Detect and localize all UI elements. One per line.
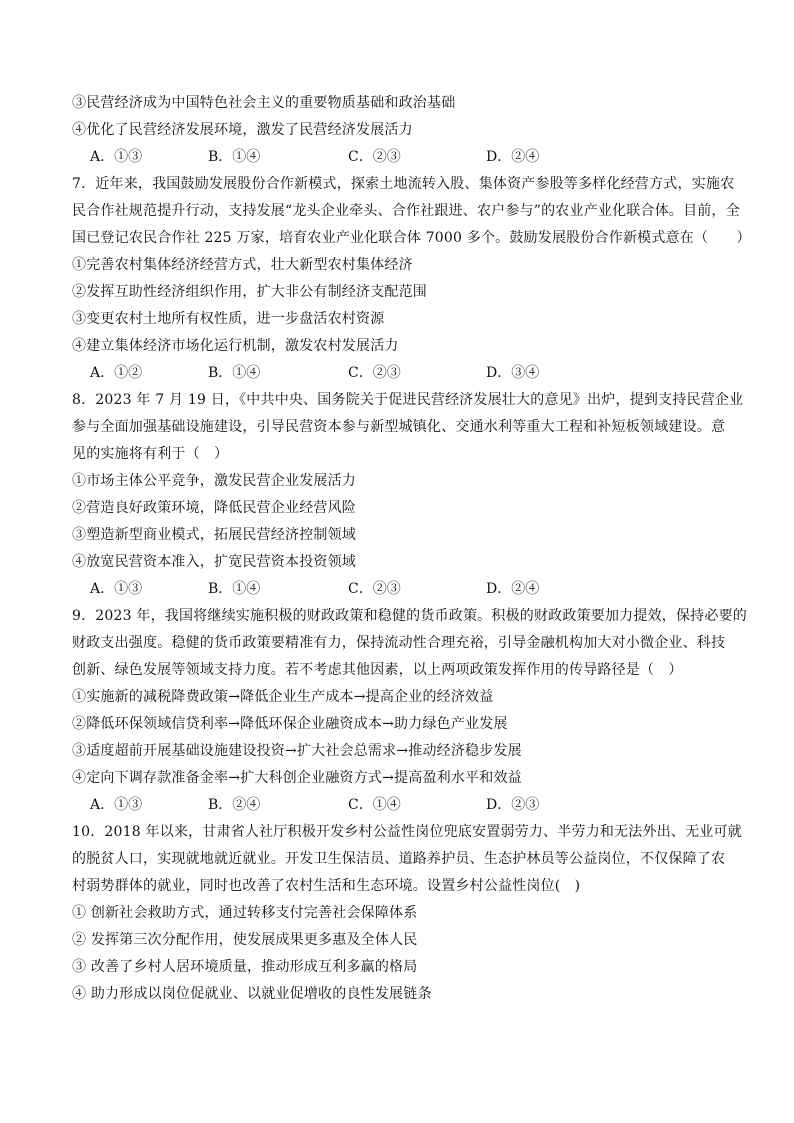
option-d: D．②④ [486, 149, 540, 165]
q8-options-row [90, 580, 690, 598]
q9-statement-4: ④定向下调存款准备金率→扩大科创企业融资方式→提高盈利水平和效益 [72, 770, 522, 786]
q7-statement-2: ②发挥互助性经济组织作用，扩大非公有制经济支配范围 [72, 284, 427, 300]
q7-statement-1: ①完善农村集体经济经营方式，壮大新型农村集体经济 [72, 257, 413, 273]
statement-4: ④优化了民营经济发展环境，激发了民营经济发展活力 [72, 122, 413, 138]
q7-stem-line-1: 7．近年来，我国鼓励发展股份合作新模式，探索土地流转入股、集体资产参股等多样化经营方式，实施农 [72, 176, 735, 192]
q9-stem-line-3: 创新、绿色发展等领域支持力度。若不考虑其他因素，以上两项政策发挥作用的传导路径是（ ） [72, 662, 683, 678]
q7-stem-line-3: 国已登记农民合作社 225 万家，培育农业产业化联合体 7000 多个。鼓励发展股份合作新模式意在（ ） [72, 230, 751, 246]
statement-3: ③民营经济成为中国特色社会主义的重要物质基础和政治基础 [72, 95, 456, 111]
q9-stem-line-1: 9．2023 年，我国将继续实施积极的财政政策和稳健的货币政策。积极的财政政策要加力提效，保持必要的 [72, 608, 747, 624]
q8-stem-line-3: 见的实施将有利于（ ） [72, 446, 229, 462]
q8-option-b: B．①④ [208, 581, 261, 597]
q7-options-row [90, 364, 690, 382]
q8-statement-4: ④放宽民营资本准入，扩宽民营资本投资领域 [72, 554, 356, 570]
q7-option-a: A．①② [90, 365, 143, 381]
q10-statement-1: ① 创新社会救助方式，通过转移支付完善社会保障体系 [72, 905, 418, 921]
q10-statement-2: ② 发挥第三次分配作用，使发展成果更多惠及全体人民 [72, 932, 418, 948]
q9-statement-3: ③适度超前开展基础设施建设投资→扩大社会总需求→推动经济稳步发展 [72, 743, 522, 759]
q8-statement-1: ①市场主体公平竞争，激发民营企业发展活力 [72, 473, 356, 489]
option-b: B．①④ [208, 149, 261, 165]
q9-stem-line-2: 财政支出强度。稳健的货币政策要精准有力，保持流动性合理充裕，引导金融机构加大对小微企业、科技 [72, 635, 726, 651]
q10-stem-line-3: 村弱势群体的就业，同时也改善了农村生活和生态环境。设置乡村公益性岗位( ) [72, 878, 581, 894]
q8-option-d: D．②④ [486, 581, 540, 597]
option-c: C．②③ [348, 149, 401, 165]
q9-option-a: A．①③ [90, 797, 143, 813]
q8-stem-line-1: 8．2023 年 7 月 19 日，《中共中央、国务院关于促进民营经济发展壮大的意见》出炉，提到支持民营企业 [72, 392, 744, 408]
q8-statement-2: ②营造良好政策环境，降低民营企业经营风险 [72, 500, 356, 516]
q8-option-c: C．②③ [348, 581, 401, 597]
q10-stem-line-1: 10．2018 年以来，甘肃省人社厅积极开发乡村公益性岗位兜底安置弱劳力、半劳力和无法外出、无业可就 [72, 824, 742, 840]
q9-option-d: D．②③ [486, 797, 540, 813]
q10-stem-line-2: 的脱贫人口，实现就地就近就业。开发卫生保洁员、道路养护员、生态护林员等公益岗位，不仅保障了农 [72, 851, 726, 867]
q7-statement-4: ④建立集体经济市场化运行机制，激发农村发展活力 [72, 338, 399, 354]
q10-statement-3: ③ 改善了乡村人居环境质量，推动形成互利多赢的格局 [72, 959, 418, 975]
q10-statement-4: ④ 助力形成以岗位促就业、以就业促增收的良性发展链条 [72, 986, 432, 1002]
q9-statement-1: ①实施新的减税降费政策→降低企业生产成本→提高企业的经济效益 [72, 689, 494, 705]
q8-statement-3: ③塑造新型商业模式，拓展民营经济控制领域 [72, 527, 356, 543]
options-row [90, 148, 690, 166]
q7-option-b: B．①④ [208, 365, 261, 381]
q7-stem-line-2: 民合作社规范提升行动，支持发展“龙头企业牵头、合作社跟进、农户参与”的农业产业化联合体。目前，全 [72, 203, 740, 219]
q9-statement-2: ②降低环保领域信贷利率→降低环保企业融资成本→助力绿色产业发展 [72, 716, 508, 732]
q9-options-row [90, 796, 690, 814]
q8-stem-line-2: 参与全面加强基础设施建设，引导民营资本参与新型城镇化、交通水利等重大工程和补短板领域建设。意 [72, 419, 726, 435]
q7-statement-3: ③变更农村土地所有权性质，进一步盘活农村资源 [72, 311, 385, 327]
q9-option-c: C．①④ [348, 797, 401, 813]
option-a: A．①③ [90, 149, 143, 165]
q9-option-b: B．②④ [208, 797, 261, 813]
q8-option-a: A．①③ [90, 581, 143, 597]
q7-option-d: D．③④ [486, 365, 540, 381]
q7-option-c: C．②③ [348, 365, 401, 381]
